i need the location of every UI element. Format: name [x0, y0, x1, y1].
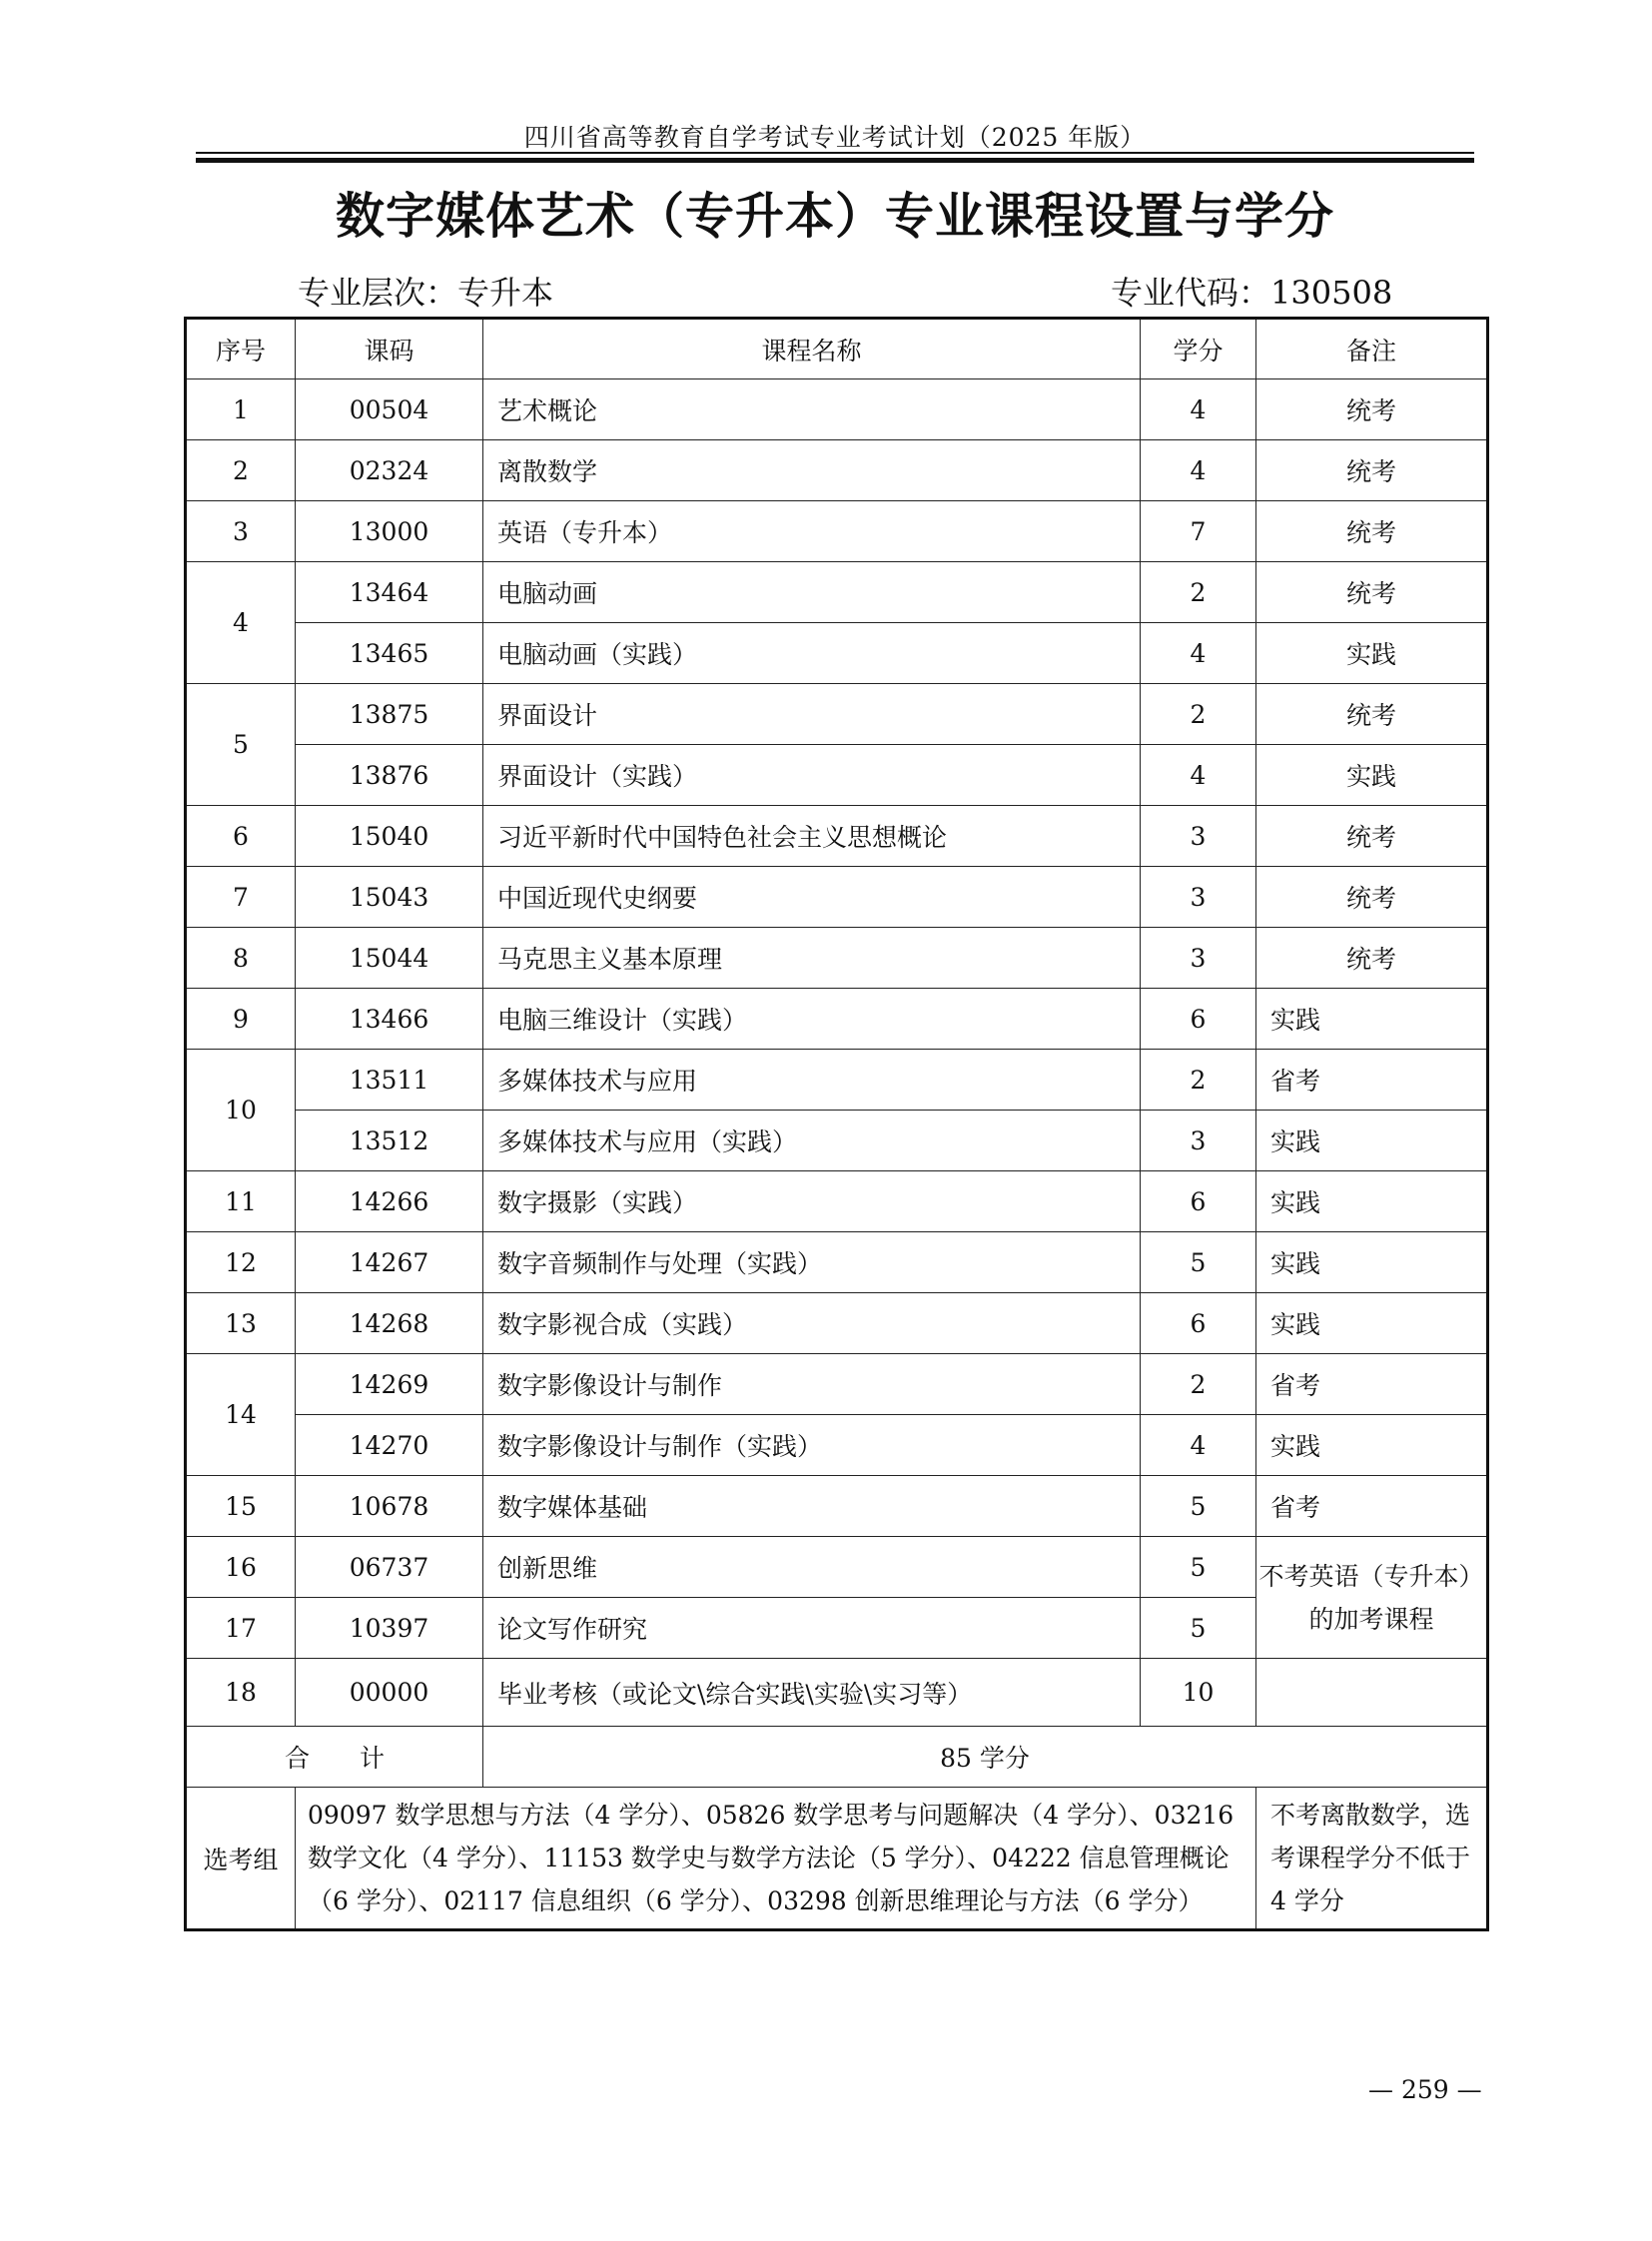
row-code: 02324	[296, 440, 483, 501]
row-seq: 4	[186, 562, 296, 684]
row-code: 00504	[296, 379, 483, 440]
row-name: 界面设计（实践）	[483, 745, 1141, 806]
row-seq: 7	[186, 867, 296, 928]
row-remark: 实践	[1256, 1293, 1488, 1354]
row-name: 多媒体技术与应用（实践）	[483, 1111, 1141, 1171]
row-seq: 14	[186, 1354, 296, 1476]
row-credit: 5	[1141, 1598, 1256, 1659]
row-credit: 4	[1141, 379, 1256, 440]
row-credit: 6	[1141, 1293, 1256, 1354]
row-name: 英语（专升本）	[483, 501, 1141, 562]
row-remark: 统考	[1256, 684, 1488, 745]
row-name: 电脑三维设计（实践）	[483, 989, 1141, 1050]
row-credit: 6	[1141, 1171, 1256, 1232]
table-row	[186, 440, 1488, 501]
table-row	[186, 1476, 1488, 1537]
row-seq: 12	[186, 1232, 296, 1293]
row-remark	[1256, 1659, 1488, 1727]
row-remark: 实践	[1256, 745, 1488, 806]
row-remark: 实践	[1256, 989, 1488, 1050]
row-credit: 2	[1141, 1354, 1256, 1415]
row-remark: 实践	[1256, 1171, 1488, 1232]
total-label: 合 计	[186, 1727, 483, 1788]
table-row	[186, 1293, 1488, 1354]
course-table	[184, 317, 1489, 1931]
table-row	[186, 1354, 1488, 1415]
row-name: 数字影像设计与制作（实践）	[483, 1415, 1141, 1476]
table-row	[186, 684, 1488, 745]
row-remark: 统考	[1256, 440, 1488, 501]
header-rule-thin	[196, 152, 1474, 154]
table-row	[186, 1232, 1488, 1293]
row-credit: 10	[1141, 1659, 1256, 1727]
table-row	[186, 379, 1488, 440]
row-seq: 16	[186, 1537, 296, 1598]
row-credit: 3	[1141, 928, 1256, 989]
row-code: 13876	[296, 745, 483, 806]
row-name: 数字影视合成（实践）	[483, 1293, 1141, 1354]
row-remark: 实践	[1256, 1232, 1488, 1293]
row-name: 毕业考核（或论文\综合实践\实验\实习等）	[483, 1659, 1141, 1727]
row-name: 电脑动画	[483, 562, 1141, 623]
row-code: 13466	[296, 989, 483, 1050]
row-remark: 省考	[1256, 1050, 1488, 1111]
row-code: 13875	[296, 684, 483, 745]
row-seq: 5	[186, 684, 296, 806]
row-seq: 2	[186, 440, 296, 501]
column-header-code: 课码	[296, 319, 483, 379]
row-seq: 6	[186, 806, 296, 867]
row-credit: 4	[1141, 440, 1256, 501]
row-seq: 17	[186, 1598, 296, 1659]
row-seq: 18	[186, 1659, 296, 1727]
table-header-row	[186, 319, 1488, 379]
row-seq: 1	[186, 379, 296, 440]
row-code: 14268	[296, 1293, 483, 1354]
row-seq: 9	[186, 989, 296, 1050]
row-remark-merged: 不考英语（专升本）的加考课程	[1256, 1537, 1488, 1659]
running-header: 四川省高等教育自学考试专业考试计划（2025 年版）	[523, 123, 1147, 152]
table-row	[186, 1659, 1488, 1727]
row-code: 10678	[296, 1476, 483, 1537]
total-value: 85 学分	[483, 1727, 1488, 1788]
table-row	[186, 501, 1488, 562]
row-name: 习近平新时代中国特色社会主义思想概论	[483, 806, 1141, 867]
row-code: 13464	[296, 562, 483, 623]
row-name: 艺术概论	[483, 379, 1141, 440]
row-name: 马克思主义基本原理	[483, 928, 1141, 989]
row-credit: 5	[1141, 1232, 1256, 1293]
row-credit: 3	[1141, 867, 1256, 928]
row-seq: 15	[186, 1476, 296, 1537]
row-remark: 实践	[1256, 623, 1488, 684]
row-code: 14270	[296, 1415, 483, 1476]
major-code-value: 130508	[1270, 274, 1393, 312]
elective-courses: 09097 数学思想与方法（4 学分）、05826 数学思考与问题解决（4 学分）、03216 数学文化（4 学分）、11153 数学史与数学方法论（5 学分）、04222 信息管理概论（6 学分）、02117 信息组织（6 学分）、03298 创新思维理论与方法（6 学分）	[296, 1788, 1256, 1930]
row-name: 数字影像设计与制作	[483, 1354, 1141, 1415]
column-header-credit: 学分	[1141, 319, 1256, 379]
row-code: 06737	[296, 1537, 483, 1598]
header-rule-thick	[196, 158, 1474, 163]
table-row	[186, 1415, 1488, 1476]
table-row	[186, 989, 1488, 1050]
table-row	[186, 928, 1488, 989]
table-row	[186, 1111, 1488, 1171]
row-code: 13512	[296, 1111, 483, 1171]
table-row	[186, 1050, 1488, 1111]
row-code: 14267	[296, 1232, 483, 1293]
row-name: 数字媒体基础	[483, 1476, 1141, 1537]
elective-row	[186, 1788, 1488, 1930]
major-level: 专业层次：专升本	[298, 274, 554, 312]
row-code: 13511	[296, 1050, 483, 1111]
row-code: 15040	[296, 806, 483, 867]
row-remark: 统考	[1256, 501, 1488, 562]
row-credit: 4	[1141, 1415, 1256, 1476]
major-code-label: 专业代码：	[1111, 274, 1271, 312]
table-row	[186, 623, 1488, 684]
row-remark: 实践	[1256, 1415, 1488, 1476]
row-code: 15044	[296, 928, 483, 989]
row-code: 14266	[296, 1171, 483, 1232]
elective-note: 不考离散数学，选考课程学分不低于 4 学分	[1256, 1788, 1488, 1930]
table-row	[186, 806, 1488, 867]
column-header-name: 课程名称	[483, 319, 1141, 379]
elective-label: 选考组	[186, 1788, 296, 1930]
row-remark: 统考	[1256, 806, 1488, 867]
row-credit: 7	[1141, 501, 1256, 562]
row-remark: 统考	[1256, 562, 1488, 623]
table-row	[186, 1537, 1488, 1598]
row-remark: 统考	[1256, 867, 1488, 928]
row-credit: 2	[1141, 1050, 1256, 1111]
row-seq: 13	[186, 1293, 296, 1354]
row-credit: 3	[1141, 1111, 1256, 1171]
row-name: 数字摄影（实践）	[483, 1171, 1141, 1232]
row-credit: 4	[1141, 745, 1256, 806]
row-remark: 实践	[1256, 1111, 1488, 1171]
row-seq: 10	[186, 1050, 296, 1171]
row-remark: 统考	[1256, 928, 1488, 989]
row-name: 界面设计	[483, 684, 1141, 745]
row-remark: 省考	[1256, 1476, 1488, 1537]
row-credit: 3	[1141, 806, 1256, 867]
row-seq: 11	[186, 1171, 296, 1232]
row-remark: 省考	[1256, 1354, 1488, 1415]
column-header-remark: 备注	[1256, 319, 1488, 379]
row-code: 13465	[296, 623, 483, 684]
row-credit: 5	[1141, 1476, 1256, 1537]
row-name: 离散数学	[483, 440, 1141, 501]
table-row	[186, 745, 1488, 806]
row-seq: 3	[186, 501, 296, 562]
page-number: — 259 —	[1368, 2075, 1482, 2104]
row-remark: 统考	[1256, 379, 1488, 440]
row-code: 13000	[296, 501, 483, 562]
row-code: 10397	[296, 1598, 483, 1659]
row-seq: 8	[186, 928, 296, 989]
row-credit: 5	[1141, 1537, 1256, 1598]
row-credit: 2	[1141, 684, 1256, 745]
table-row	[186, 562, 1488, 623]
page-title: 数字媒体艺术（专升本）专业课程设置与学分	[335, 188, 1334, 245]
row-name: 中国近现代史纲要	[483, 867, 1141, 928]
row-code: 14269	[296, 1354, 483, 1415]
row-credit: 6	[1141, 989, 1256, 1050]
row-name: 数字音频制作与处理（实践）	[483, 1232, 1141, 1293]
row-credit: 4	[1141, 623, 1256, 684]
column-header-seq: 序号	[186, 319, 296, 379]
row-name: 电脑动画（实践）	[483, 623, 1141, 684]
row-credit: 2	[1141, 562, 1256, 623]
table-row	[186, 1171, 1488, 1232]
table-row	[186, 867, 1488, 928]
total-row	[186, 1727, 1488, 1788]
major-code	[1111, 268, 1392, 314]
row-name: 多媒体技术与应用	[483, 1050, 1141, 1111]
row-name: 创新思维	[483, 1537, 1141, 1598]
row-code: 15043	[296, 867, 483, 928]
row-code: 00000	[296, 1659, 483, 1727]
row-name: 论文写作研究	[483, 1598, 1141, 1659]
